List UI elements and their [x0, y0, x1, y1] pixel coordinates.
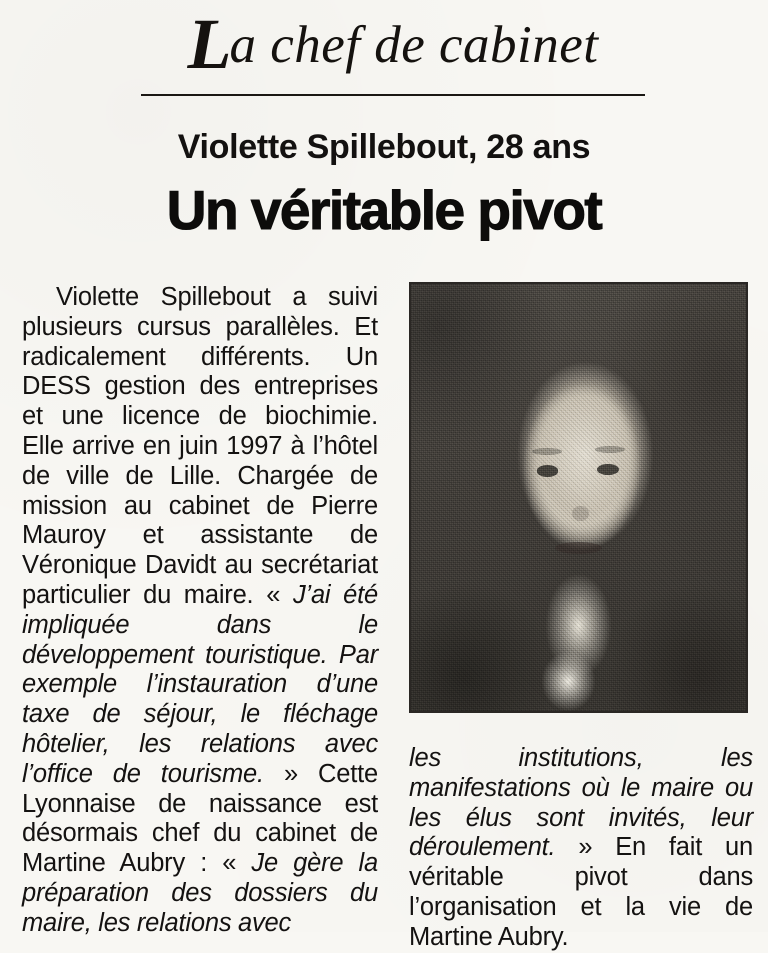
body-quote-2: Je gère la préparation des dossiers du maire, les relations avec: [22, 849, 378, 937]
body-quote-1: J’ai été impliquée dans le développement touristique. Par exemple l’instauration d’une taxe de séjour, le fléchage hôtelier, les relations avec l’office de tourisme.: [22, 580, 378, 788]
body-column-left: [22, 283, 378, 939]
portrait-photo: [409, 282, 748, 713]
body-paragraph-left: [22, 283, 378, 939]
body-quote-continued: les institutions, les manifestations où le maire ou les élus sont invités, leur déroulement.: [409, 744, 753, 862]
article-subhead: Violette Spillebout, 28 ans: [177, 128, 591, 166]
kicker-rest: a chef de cabinet: [229, 16, 599, 74]
page-title: Un véritable pivot: [166, 179, 602, 241]
kicker-text: [140, 4, 646, 84]
body-text-part1: Violette Spillebout a suivi plusieurs cursus parallèles. Et radicalement différents. Un DESS gestion des entreprises et une licence de biochimie. Elle arrive en juin 1997 à l’hôtel de ville de Lille. Chargée de mission au cabinet de Pierre Mauroy et assistante de Véronique Davidt au secrétariat particulier du maire. «: [22, 283, 378, 609]
body-paragraph-right: [409, 744, 753, 953]
kicker-dropcap: L: [187, 4, 230, 84]
kicker-section: [140, 4, 646, 84]
photo-grain-texture: [411, 284, 746, 711]
body-text-closing: » En fait un véritable pivot dans l’organisation et la vie de Martine Aubry.: [409, 833, 753, 951]
body-text-part2: » Cette Lyonnaise de naissance est désormais chef du cabinet de Martine Aubry : «: [22, 759, 378, 878]
kicker-divider-rule: [141, 94, 645, 96]
body-column-right: [409, 744, 753, 953]
